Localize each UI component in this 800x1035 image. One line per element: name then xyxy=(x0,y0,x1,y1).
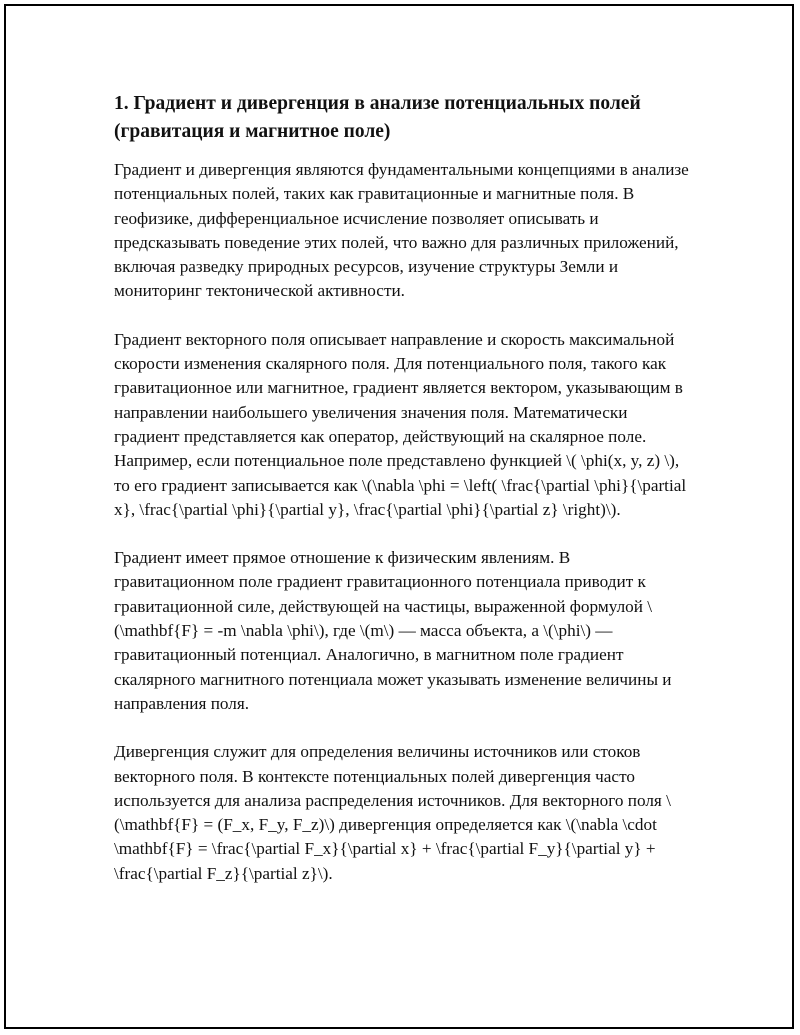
paragraph-intro: Градиент и дивергенция являются фундаментальными концепциями в анализе потенциальных полей, таких как гравитационные и магнитные поля. В геофизике, дифференциальное исчисление позволяет описывать и предсказывать поведение этих полей, что важно для различных приложений, включая разведку природных ресурсов, изучение структуры Земли и мониторинг тектонической активности. xyxy=(114,160,689,301)
paragraph-gradient-physics: Градиент имеет прямое отношение к физическим явлениям. В гравитационном поле градиент гравитационного потенциала приводит к гравитационной силе, действующей на частицы, выраженной формулой \(\mathbf{F} = -m \nabla \phi\), где \(m\) — масса объекта, а \(\phi\) — гравитационный потенциал. Аналогично, в магнитном поле градиент скалярного магнитного потенциала может указывать изменение величины и направления поля. xyxy=(114,548,672,713)
paragraph-gradient-definition: Градиент векторного поля описывает направление и скорость максимальной скорости изменения скалярного поля. Для потенциального поля, такого как гравитационное или магнитное, градиент является вектором, указывающим в направлении наибольшего увеличения значения поля. Математически градиент представляется как оператор, действующий на скалярное поле. Например, если потенциальное поле представлено функцией \( \phi(x, y, z) \), то его градиент записывается как \(\nabla \phi = \left( \frac{\partial \phi}{\partial x}, \frac{\partial \phi}{\partial y}, \frac{\partial \phi}{\partial z} \right)\). xyxy=(114,329,687,519)
paragraph-divergence: Дивергенция служит для определения величины источников или стоков векторного поля. В контексте потенциальных полей дивергенция часто используется для анализа распределения источников. Для векторного поля \(\mathbf{F} = (F_x, F_y, F_z)\) дивергенция определяется как \(\nabla \cdot \mathbf{F} = \frac{\partial F_x}{\partial x} + \frac{\partial F_y}{\partial y} + \frac{\partial F_z}{\partial z}\). xyxy=(114,742,671,883)
section-title: 1. Градиент и дивергенция в анализе потенциальных полей (гравитация и магнитное поле) xyxy=(114,93,641,142)
document-body xyxy=(114,90,694,910)
